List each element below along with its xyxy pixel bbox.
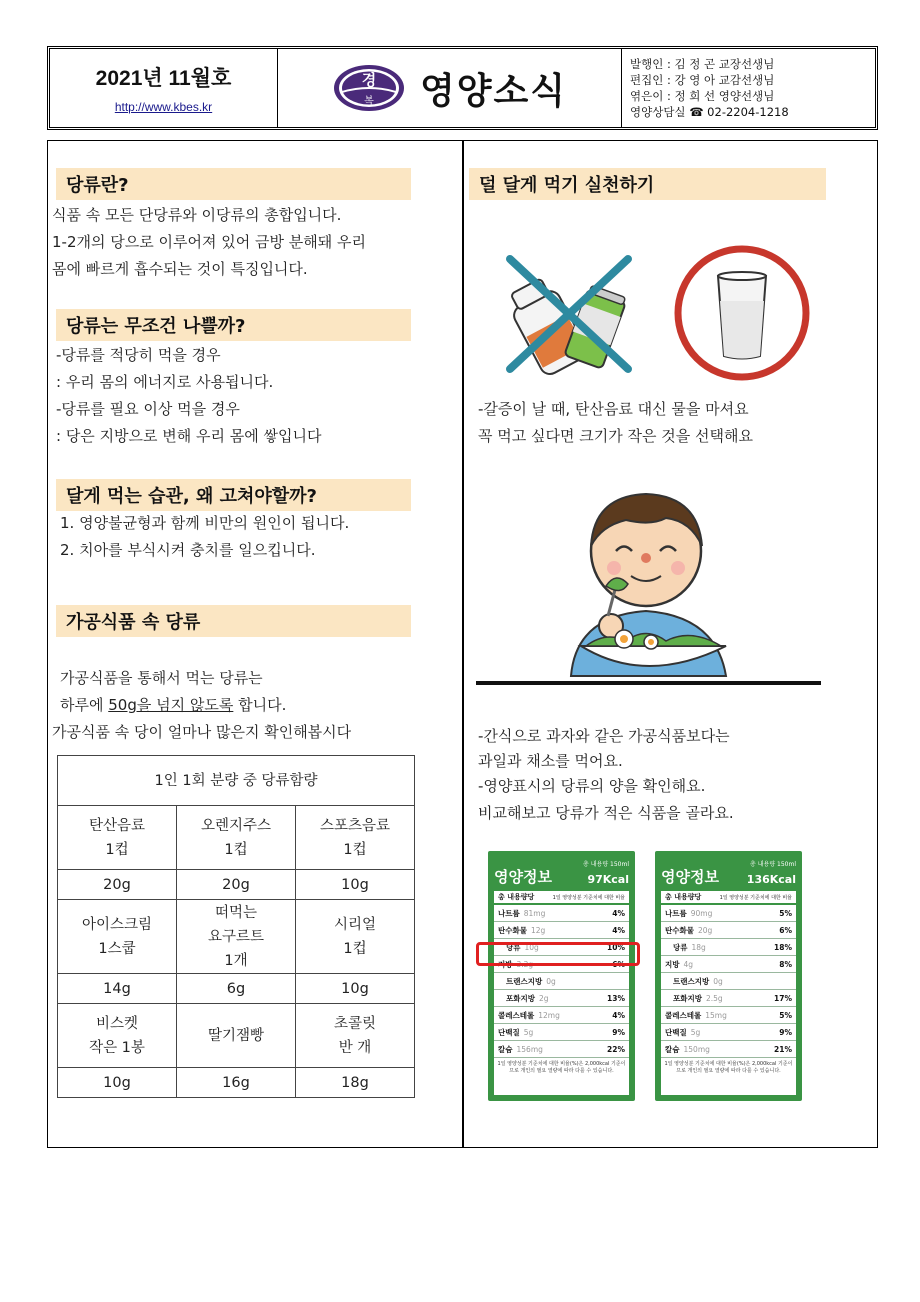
writer: 엮은이 : 정 희 선 영양선생님 bbox=[630, 89, 775, 103]
section-heading-sugar-bad: 당류는 무조건 나쁠까? bbox=[56, 309, 411, 341]
table-value: 14g bbox=[58, 974, 177, 1004]
table-value: 10g bbox=[296, 974, 415, 1004]
nutrition-row: 지방 3.2g 6% bbox=[494, 956, 629, 973]
table-value: 20g bbox=[58, 870, 177, 900]
nutrition-row: 콜레스테롤 12mg 4% bbox=[494, 1007, 629, 1024]
issue-month: 11월호 bbox=[168, 67, 232, 90]
section-heading-processed-food: 가공식품 속 당류 bbox=[56, 605, 411, 637]
habit-line-2: 2. 치아를 부식시켜 충치를 일으킵니다. bbox=[60, 541, 316, 559]
habit-line-1: 1. 영양불균형과 함께 비만의 원인이 됩니다. bbox=[60, 514, 350, 532]
sugar-highlight-box bbox=[476, 942, 640, 966]
table-row bbox=[58, 1004, 415, 1068]
nutrition-row-sugar: 당류 18g 18% bbox=[661, 939, 796, 956]
table-row bbox=[58, 900, 415, 974]
table-row bbox=[58, 974, 415, 1004]
sugar-content-table bbox=[57, 755, 415, 1098]
nutrition-row: 단백질 5g 9% bbox=[494, 1024, 629, 1041]
table-value: 10g bbox=[58, 1068, 177, 1098]
daily-limit-note: 50g을 넘지 않도록 bbox=[108, 696, 234, 714]
nutrition-col-note: 1일 영양성분 기준치에 대한 비율 bbox=[552, 894, 625, 901]
table-item-ice-cream: 아이스크림 1스쿱 bbox=[58, 900, 177, 974]
sugar-bad-line-4: : 당은 지방으로 변해 우리 몸에 쌓입니다 bbox=[56, 427, 322, 445]
section-heading-habit: 달게 먹는 습관, 왜 고쳐야할까? bbox=[56, 479, 411, 511]
section-heading-less-sweet: 덜 달게 먹기 실천하기 bbox=[469, 168, 826, 200]
snack-tip-line-1: -간식으로 과자와 같은 가공식품보다는 bbox=[478, 727, 730, 745]
table-value: 18g bbox=[296, 1068, 415, 1098]
nutrition-footnote: 1일 영양성분 기준치에 대한 비율(%)은 2,000kcal 기준이므로 개인의 필요 열량에 따라 다를 수 있습니다. bbox=[664, 1061, 793, 1074]
nutrition-row: 트랜스지방 0g bbox=[494, 973, 629, 990]
nutrition-kcal: 136Kcal bbox=[746, 873, 796, 886]
processed-line-2-a: 하루에 bbox=[60, 696, 109, 714]
title-block bbox=[278, 49, 622, 127]
nutrition-row: 포화지방 2.5g 17% bbox=[661, 990, 796, 1007]
table-value: 16g bbox=[177, 1068, 296, 1098]
svg-text:복: 복 bbox=[364, 96, 374, 107]
publisher: 발행인 : 김 정 곤 교장선생님 bbox=[630, 57, 775, 71]
sugar-definition-line-2: 1-2개의 당으로 이루어져 있어 금방 분해돼 우리 bbox=[52, 233, 366, 251]
sugar-bad-line-1: -당류를 적당히 먹을 경우 bbox=[56, 346, 221, 364]
table-item-sports-drink: 스포츠음료 1컵 bbox=[296, 806, 415, 870]
boy-eating-salad-illustration bbox=[476, 476, 821, 696]
table-value: 10g bbox=[296, 870, 415, 900]
newsletter-title: 영양소식 bbox=[419, 70, 568, 112]
school-url-link[interactable]: http://www.kbes.kr bbox=[114, 100, 213, 114]
processed-line-2-c: 합니다. bbox=[233, 696, 287, 714]
section-heading-sugar-definition: 당류란? bbox=[56, 168, 411, 200]
nutrition-row: 단백질 5g 9% bbox=[661, 1024, 796, 1041]
nutrition-kcal: 97Kcal bbox=[587, 873, 629, 886]
table-item-cereal: 시리얼 1컵 bbox=[296, 900, 415, 974]
snack-tip-line-2: 과일과 채소를 먹어요. bbox=[478, 752, 623, 770]
staff-info bbox=[622, 49, 875, 127]
nutrition-row: 칼슘 150mg 21% bbox=[661, 1041, 796, 1058]
nutrition-row: 콜레스테롤 15mg 5% bbox=[661, 1007, 796, 1024]
nutrition-row: 포화지방 2g 13% bbox=[494, 990, 629, 1007]
nutrition-label-1 bbox=[488, 851, 635, 1101]
column-divider bbox=[462, 141, 464, 1147]
table-row bbox=[58, 1068, 415, 1098]
table-caption: 1인 1회 분량 중 당류함량 bbox=[58, 756, 415, 806]
nutrition-row: 트랜스지방 0g bbox=[661, 973, 796, 990]
nutrition-row-header: 총 내용량당 bbox=[665, 893, 702, 901]
table-value: 6g bbox=[177, 974, 296, 1004]
table-item-yogurt: 떠먹는 요구르트 1개 bbox=[177, 900, 296, 974]
nutrition-total-amount: 총 내용량 150ml bbox=[583, 861, 629, 868]
school-logo-icon bbox=[332, 63, 406, 113]
sugar-bad-line-2: : 우리 몸의 에너지로 사용됩니다. bbox=[56, 373, 274, 391]
nutrition-row: 나트륨 81mg 4% bbox=[494, 905, 629, 922]
table-item-chocolate: 초콜릿 반 개 bbox=[296, 1004, 415, 1068]
nutrition-col-note: 1일 영양성분 기준치에 대한 비율 bbox=[719, 894, 792, 901]
nutrition-row-header: 총 내용량당 bbox=[498, 893, 535, 901]
processed-line-1: 가공식품을 통해서 먹는 당류는 bbox=[60, 669, 263, 687]
table-item-biscuit: 비스켓 작은 1봉 bbox=[58, 1004, 177, 1068]
nutrition-label-title: 영양정보 bbox=[661, 868, 719, 886]
contact: 영양상담실 ☎ 02-2204-1218 bbox=[630, 105, 789, 119]
table-value: 20g bbox=[177, 870, 296, 900]
crossed-soda-illustration bbox=[500, 249, 640, 379]
processed-line-3: 가공식품 속 당이 얼마나 많은지 확인해봅시다 bbox=[52, 723, 352, 741]
processed-line-2 bbox=[60, 692, 286, 719]
table-row bbox=[58, 806, 415, 870]
nutrition-table bbox=[661, 891, 796, 1095]
nutrition-table bbox=[494, 891, 629, 1095]
nutrition-row-sugar: 당류 10g 10% bbox=[494, 939, 629, 956]
nutrition-footnote: 1일 영양성분 기준치에 대한 비율(%)은 2,000kcal 기준이므로 개인의 필요 열량에 따라 다를 수 있습니다. bbox=[497, 1061, 626, 1074]
sugar-definition-line-1: 식품 속 모든 단당류와 이당류의 총합입니다. bbox=[52, 206, 342, 224]
issue-date bbox=[96, 62, 232, 92]
issue-year: 2021년 bbox=[95, 67, 163, 90]
nutrition-row: 탄수화물 20g 6% bbox=[661, 922, 796, 939]
sugar-definition-line-3: 몸에 빠르게 흡수되는 것이 특징입니다. bbox=[52, 260, 308, 278]
editor: 편집인 : 강 영 아 교감선생님 bbox=[630, 73, 775, 87]
nutrition-label-title: 영양정보 bbox=[494, 868, 552, 886]
sugar-bad-line-3: -당류를 필요 이상 먹을 경우 bbox=[56, 400, 240, 418]
water-tip-line-1: -갈증이 날 때, 탄산음료 대신 물을 마셔요 bbox=[478, 400, 749, 418]
label-tip-line-3: -영양표시의 당류의 양을 확인해요. bbox=[478, 777, 706, 795]
water-tip-line-2: 꼭 먹고 싶다면 크기가 작은 것을 선택해요 bbox=[478, 427, 753, 445]
issue-info bbox=[50, 49, 278, 127]
svg-text:경: 경 bbox=[361, 71, 377, 89]
nutrition-row: 지방 4g 8% bbox=[661, 956, 796, 973]
nutrition-row: 탄수화물 12g 4% bbox=[494, 922, 629, 939]
table-item-orange-juice: 오렌지주스 1컵 bbox=[177, 806, 296, 870]
table-row bbox=[58, 870, 415, 900]
table-item-soda: 탄산음료 1컵 bbox=[58, 806, 177, 870]
nutrition-total-amount: 총 내용량 150ml bbox=[750, 861, 796, 868]
newsletter-header bbox=[47, 46, 878, 130]
water-glass-illustration bbox=[670, 241, 815, 386]
nutrition-row: 칼슘 156mg 22% bbox=[494, 1041, 629, 1058]
nutrition-row: 나트륨 90mg 5% bbox=[661, 905, 796, 922]
table-item-jam-bread: 딸기잼빵 bbox=[177, 1004, 296, 1068]
label-tip-line-4: 비교해보고 당류가 적은 식품을 골라요. bbox=[478, 804, 734, 822]
nutrition-label-2 bbox=[655, 851, 802, 1101]
